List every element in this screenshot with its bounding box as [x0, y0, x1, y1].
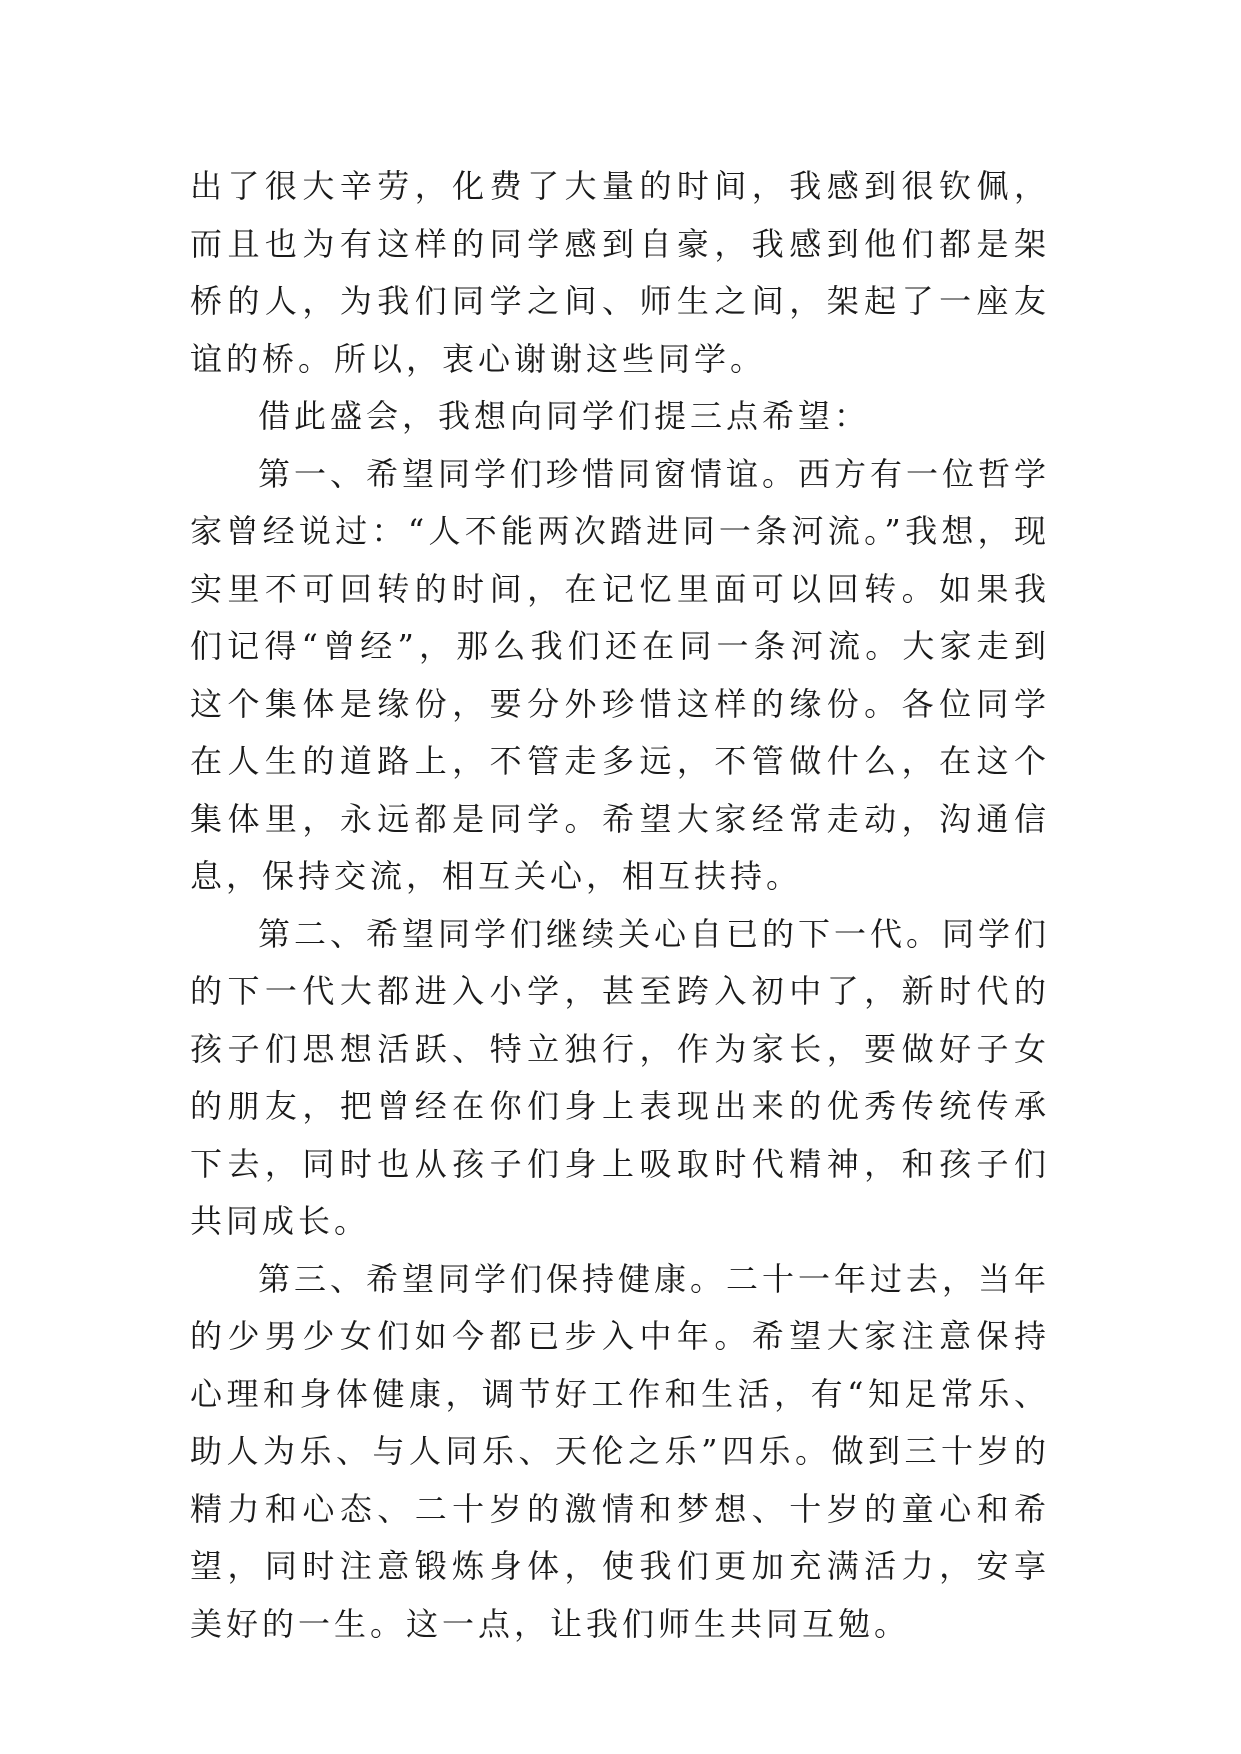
document-body	[190, 158, 1050, 1653]
paragraph-4: 第二、希望同学们继续关心自已的下一代。同学们的下一代大都进入小学，甚至跨入初中了，新时代的孩子们思想活跃、特立独行，作为家长，要做好子女的朋友，把曾经在你们身上表现出来的优秀传统传承下去，同时也从孩子们身上吸取时代精神，和孩子们共同成长。	[190, 914, 1051, 1240]
paragraph-2: 借此盛会，我想向同学们提三点希望：	[258, 397, 871, 435]
paragraph-1: 出了很大辛劳，化费了大量的时间，我感到很钦佩，而且也为有这样的同学感到自豪，我感到他们都是架桥的人，为我们同学之间、师生之间，架起了一座友谊的桥。所以，衷心谢谢这些同学。	[190, 167, 1050, 378]
paragraph-3: 第一、希望同学们珍惜同窗情谊。西方有一位哲学家曾经说过：“人不能两次踏进同一条河流。”我想，现实里不可回转的时间，在记忆里面可以回转。如果我们记得“曾经”，那么我们还在同一条河流。大家走到这个集体是缘份，要分外珍惜这样的缘份。各位同学在人生的道路上，不管走多远，不管做什么，在这个集体里，永远都是同学。希望大家经常走动，沟通信息，保持交流，相互关心，相互扶持。	[190, 454, 1051, 895]
paragraph-5: 第三、希望同学们保持健康。二十一年过去，当年的少男少女们如今都已步入中年。希望大家注意保持心理和身体健康，调节好工作和生活，有“知足常乐、助人为乐、与人同乐、天伦之乐”四乐。做到三十岁的精力和心态、二十岁的激情和梦想、十岁的童心和希望，同时注意锻炼身体，使我们更加充满活力，安享美好的一生。这一点，让我们师生共同互勉。	[190, 1259, 1051, 1643]
